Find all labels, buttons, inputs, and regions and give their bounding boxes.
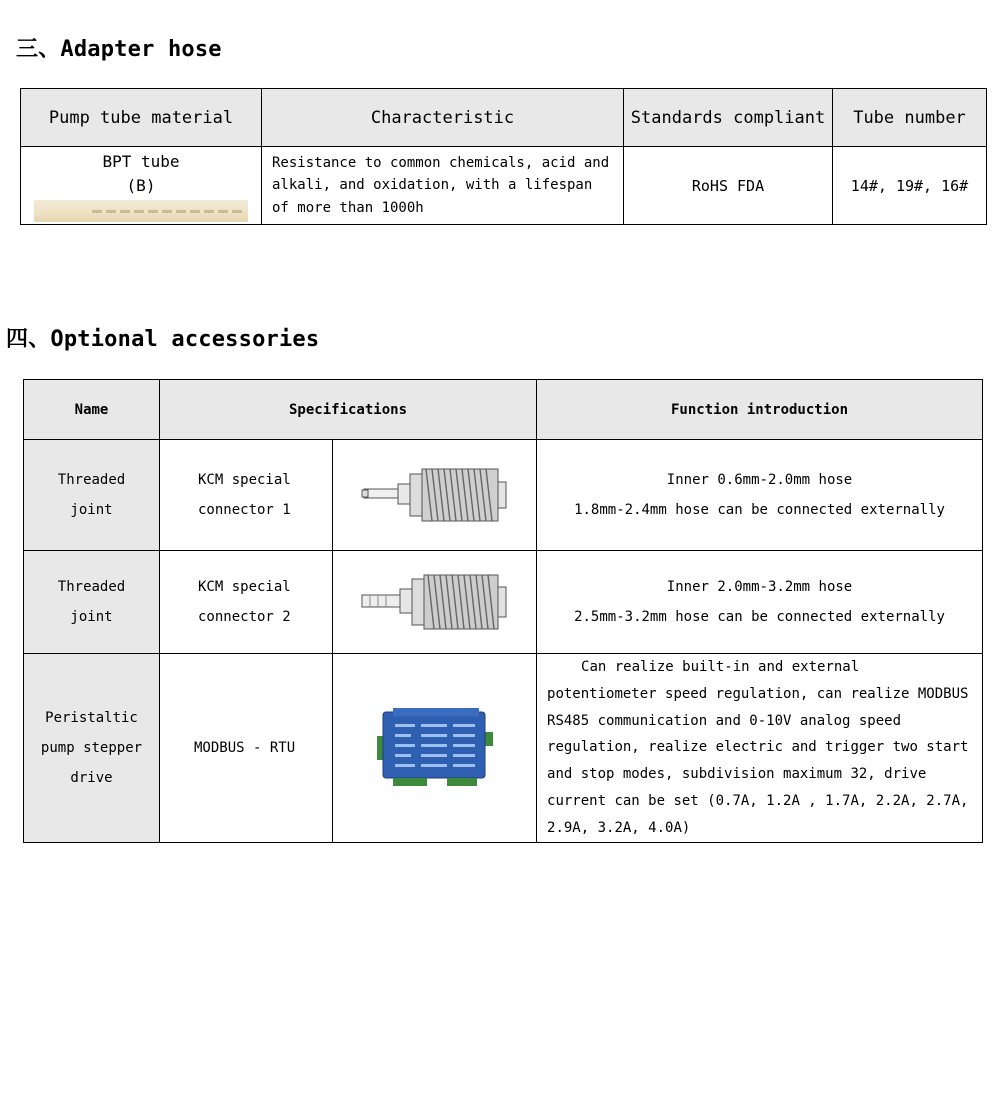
threaded-connector-1-image [360, 464, 510, 526]
adapter-hose-table [20, 88, 987, 225]
table-row [24, 654, 983, 843]
spec-cell [160, 440, 333, 551]
function-line: Inner 0.6mm-2.0mm hose [666, 472, 853, 488]
connector-1-image-cell [333, 440, 537, 551]
function-cell: Can realize built-in and external potentiometer speed regulation, can realize MODBUS RS485 communication and 0-10V analog speed regulation, realize electric and trigger two start and stop modes, subdivision maximum 32, drive current can be set (0.7A, 1.2A , 1.7A, 2.2A, 2.7A, 2.9A, 3.2A, 4.0A) [537, 654, 983, 843]
name-line: Peristaltic [45, 709, 138, 726]
characteristic-cell: Resistance to common chemicals, acid and alkali, and oxidation, with a lifespan of more than 1000h [262, 147, 624, 225]
accessory-name-cell [24, 654, 160, 843]
accessory-name-cell [24, 440, 160, 551]
name-line: pump stepper [40, 739, 143, 756]
spec-cell [160, 551, 333, 654]
optional-accessories-table [23, 379, 983, 843]
name-line: drive [70, 769, 113, 786]
bpt-tube-image [34, 200, 248, 222]
table-row [24, 440, 983, 551]
spec-line: KCM special [198, 472, 291, 488]
spec-line: connector 2 [198, 609, 291, 625]
section-heading-adapter-hose: 三、Adapter hose [16, 37, 222, 62]
accessory-name-cell [24, 551, 160, 654]
threaded-connector-2-image [360, 571, 510, 633]
name-line: Threaded [57, 472, 126, 488]
name-line: joint [70, 609, 113, 625]
table-header-row [24, 380, 983, 440]
function-line: 1.8mm-2.4mm hose can be connected externally [574, 502, 945, 518]
stepper-drive-image [375, 706, 495, 790]
function-cell [537, 551, 983, 654]
section-heading-optional-accessories: 四、Optional accessories [6, 327, 320, 352]
standards-cell: RoHS FDA [624, 147, 833, 225]
material-name: BPT tube [102, 151, 180, 171]
header-characteristic: Characteristic [262, 89, 624, 147]
header-standards-compliant: Standards compliant [624, 89, 833, 147]
header-pump-tube-material: Pump tube material [21, 89, 262, 147]
table-row [24, 551, 983, 654]
name-line: Threaded [57, 579, 126, 595]
function-cell [537, 440, 983, 551]
connector-2-image-cell [333, 551, 537, 654]
material-cell [21, 147, 262, 225]
spec-line: KCM special [198, 579, 291, 595]
header-specifications: Specifications [160, 380, 537, 440]
table-header-row [21, 89, 987, 147]
material-code: (B) [126, 175, 156, 195]
table-row [21, 147, 987, 225]
function-line: Inner 2.0mm-3.2mm hose [666, 579, 853, 595]
spec-cell: MODBUS - RTU [160, 654, 333, 843]
header-function-introduction: Function introduction [537, 380, 983, 440]
spec-line: connector 1 [198, 502, 291, 518]
header-tube-number: Tube number [833, 89, 987, 147]
header-name: Name [24, 380, 160, 440]
stepper-drive-image-cell [333, 654, 537, 843]
function-line: 2.5mm-3.2mm hose can be connected externally [574, 609, 945, 625]
name-line: joint [70, 502, 113, 518]
tube-number-cell: 14#, 19#, 16# [833, 147, 987, 225]
